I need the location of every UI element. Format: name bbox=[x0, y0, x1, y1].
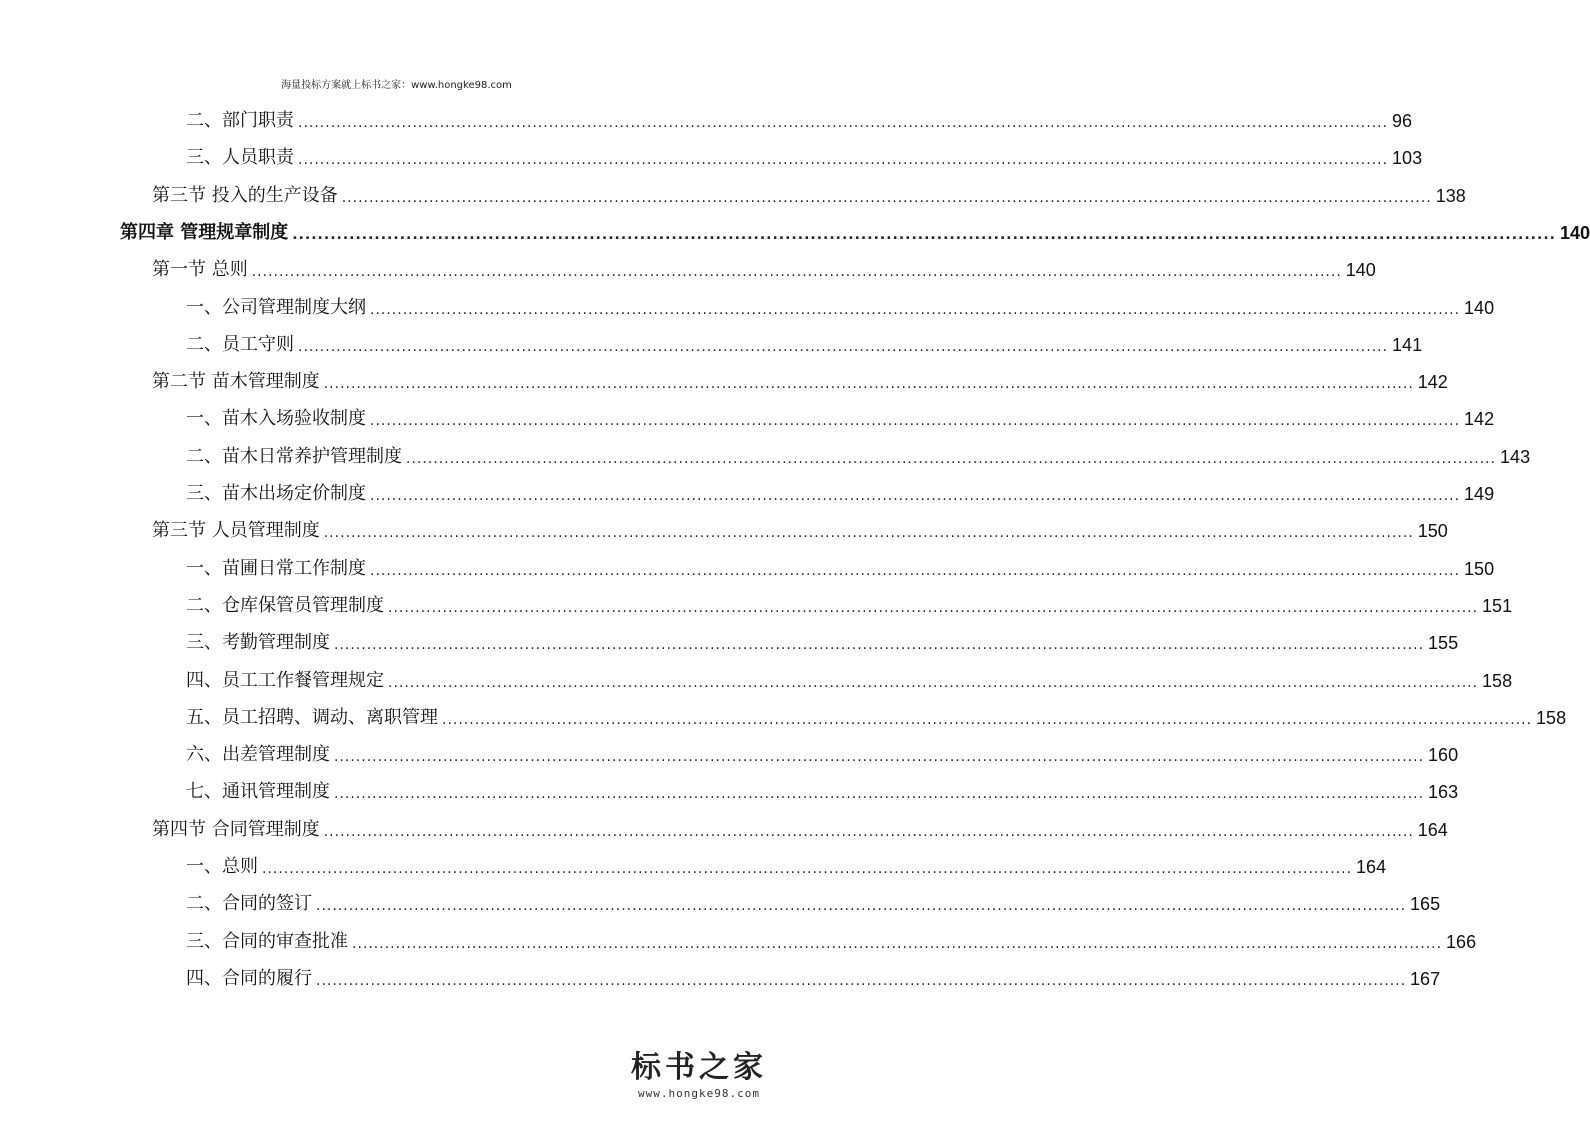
toc-entry-label: 一、苗木入场验收制度 bbox=[186, 408, 366, 429]
toc-section-entry bbox=[152, 367, 1448, 393]
toc-chapter-entry bbox=[120, 218, 1590, 244]
toc-subsection-entry bbox=[186, 777, 1459, 803]
toc-leader-dots: ........................................................................................................................................................................................................ bbox=[388, 675, 1479, 691]
toc-page-number: 142 bbox=[1417, 372, 1448, 392]
toc-page-number: 150 bbox=[1417, 521, 1448, 541]
toc-leader-dots: ........................................................................................................................................................................................................ bbox=[323, 525, 1414, 541]
toc-subsection-entry bbox=[186, 703, 1567, 729]
toc-leader-dots: ........................................................................................................................................................................................................ bbox=[370, 488, 1461, 504]
toc-leader-dots: ........................................................................................................................................................................................................ bbox=[298, 339, 1389, 355]
toc-leader-dots: ........................................................................................................................................................................................................ bbox=[352, 936, 1443, 952]
toc-subsection-entry bbox=[186, 330, 1423, 356]
toc-page-number: 158 bbox=[1482, 671, 1513, 691]
toc-page-number: 166 bbox=[1446, 932, 1477, 952]
toc-entry-label: 二、苗木日常养护管理制度 bbox=[186, 446, 402, 467]
toc-leader-dots: ........................................................................................................................................................................................................ bbox=[323, 376, 1414, 392]
toc-page-number: 167 bbox=[1410, 969, 1441, 989]
toc-page-number: 155 bbox=[1428, 633, 1459, 653]
toc-page-number: 164 bbox=[1356, 857, 1387, 877]
toc-page-number: 140 bbox=[1345, 260, 1376, 280]
logo-url: www.hongke98.com bbox=[638, 1087, 760, 1100]
toc-subsection-entry bbox=[186, 666, 1513, 692]
toc-subsection-entry bbox=[186, 889, 1441, 915]
toc-subsection-entry bbox=[186, 106, 1413, 132]
toc-leader-dots: ........................................................................................................................................................................................................ bbox=[388, 600, 1479, 616]
toc-page-number: 150 bbox=[1464, 559, 1495, 579]
page-header bbox=[0, 76, 793, 91]
toc-subsection-entry bbox=[186, 852, 1387, 878]
toc-subsection-entry bbox=[186, 293, 1495, 319]
toc-page-number: 103 bbox=[1392, 148, 1423, 168]
toc-leader-dots: ........................................................................................................................................................................................................ bbox=[316, 973, 1407, 989]
header-text: 海量投标方案就上标书之家：www.hongke98.com bbox=[281, 80, 512, 91]
toc-entry-label: 四、合同的履行 bbox=[186, 968, 312, 989]
toc-section-entry bbox=[152, 815, 1448, 841]
toc-page-number: 163 bbox=[1428, 782, 1459, 802]
toc-subsection-entry bbox=[186, 628, 1459, 654]
toc-entry-label: 三、人员职责 bbox=[186, 147, 294, 168]
toc-leader-dots: ........................................................................................................................................................................................................ bbox=[292, 227, 1556, 243]
toc-subsection-entry bbox=[186, 404, 1495, 430]
toc-page-number: 164 bbox=[1417, 820, 1448, 840]
toc-page-number: 143 bbox=[1500, 447, 1531, 467]
toc-page-number: 160 bbox=[1428, 745, 1459, 765]
toc-entry-label: 一、总则 bbox=[186, 856, 258, 877]
toc-leader-dots: ........................................................................................................................................................................................................ bbox=[262, 861, 1353, 877]
toc-page-number: 141 bbox=[1392, 335, 1423, 355]
toc-entry-label: 五、员工招聘、调动、离职管理 bbox=[186, 707, 438, 728]
toc-leader-dots: ........................................................................................................................................................................................................ bbox=[406, 451, 1497, 467]
toc-section-entry bbox=[152, 516, 1448, 542]
toc-entry-label: 二、合同的签订 bbox=[186, 893, 312, 914]
toc-page-number: 138 bbox=[1435, 186, 1466, 206]
toc-entry-label: 二、部门职责 bbox=[186, 110, 294, 131]
toc-page-number: 142 bbox=[1464, 409, 1495, 429]
toc-subsection-entry bbox=[186, 927, 1477, 953]
toc-leader-dots: ........................................................................................................................................................................................................ bbox=[251, 264, 1342, 280]
toc-entry-label: 四、员工工作餐管理规定 bbox=[186, 670, 384, 691]
toc-subsection-entry bbox=[186, 143, 1423, 169]
toc-subsection-entry bbox=[186, 479, 1495, 505]
toc-page-number: 149 bbox=[1464, 484, 1495, 504]
toc-page-number: 151 bbox=[1482, 596, 1513, 616]
toc-leader-dots: ........................................................................................................................................................................................................ bbox=[316, 898, 1407, 914]
toc-entry-label: 三、考勤管理制度 bbox=[186, 632, 330, 653]
toc-leader-dots: ........................................................................................................................................................................................................ bbox=[323, 824, 1414, 840]
toc-section-entry bbox=[152, 181, 1466, 207]
toc-entry-label: 三、苗木出场定价制度 bbox=[186, 483, 366, 504]
toc-leader-dots: ........................................................................................................................................................................................................ bbox=[298, 115, 1389, 131]
toc-leader-dots: ........................................................................................................................................................................................................ bbox=[334, 637, 1425, 653]
toc-entry-label: 六、出差管理制度 bbox=[186, 744, 330, 765]
toc-subsection-entry bbox=[186, 591, 1513, 617]
toc-entry-label: 二、员工守则 bbox=[186, 334, 294, 355]
toc-entry-label: 第四章 管理规章制度 bbox=[120, 222, 289, 243]
toc-page-number: 158 bbox=[1536, 708, 1567, 728]
toc-section-entry bbox=[152, 255, 1376, 281]
toc-leader-dots: ........................................................................................................................................................................................................ bbox=[334, 749, 1425, 765]
toc-leader-dots: ........................................................................................................................................................................................................ bbox=[334, 786, 1425, 802]
toc-leader-dots: ........................................................................................................................................................................................................ bbox=[370, 563, 1461, 579]
toc-leader-dots: ........................................................................................................................................................................................................ bbox=[370, 413, 1461, 429]
toc-entry-label: 三、合同的审查批准 bbox=[186, 931, 348, 952]
toc-entry-label: 第一节 总则 bbox=[152, 259, 248, 280]
logo-name: 标书之家 bbox=[631, 1050, 767, 1085]
toc-entry-label: 一、公司管理制度大纲 bbox=[186, 297, 366, 318]
watermark-logo bbox=[619, 1051, 779, 1100]
toc-entry-label: 一、苗圃日常工作制度 bbox=[186, 558, 366, 579]
toc-page-number: 165 bbox=[1410, 894, 1441, 914]
toc-entry-label: 二、仓库保管员管理制度 bbox=[186, 595, 384, 616]
toc-leader-dots: ........................................................................................................................................................................................................ bbox=[298, 152, 1389, 168]
toc-leader-dots: ........................................................................................................................................................................................................ bbox=[341, 190, 1432, 206]
toc-leader-dots: ........................................................................................................................................................................................................ bbox=[370, 302, 1461, 318]
toc-page-number: 96 bbox=[1392, 111, 1413, 131]
toc-subsection-entry bbox=[186, 554, 1495, 580]
toc-entry-label: 第三节 人员管理制度 bbox=[152, 520, 320, 541]
toc-leader-dots: ........................................................................................................................................................................................................ bbox=[442, 712, 1533, 728]
toc-subsection-entry bbox=[186, 740, 1459, 766]
toc-entry-label: 七、通讯管理制度 bbox=[186, 781, 330, 802]
toc-page-number: 140 bbox=[1559, 223, 1590, 243]
toc-subsection-entry bbox=[186, 442, 1531, 468]
toc-entry-label: 第四节 合同管理制度 bbox=[152, 819, 320, 840]
toc-page-number: 140 bbox=[1464, 298, 1495, 318]
toc-entry-label: 第二节 苗木管理制度 bbox=[152, 371, 320, 392]
toc-entry-label: 第三节 投入的生产设备 bbox=[152, 185, 338, 206]
toc-subsection-entry bbox=[186, 964, 1441, 990]
